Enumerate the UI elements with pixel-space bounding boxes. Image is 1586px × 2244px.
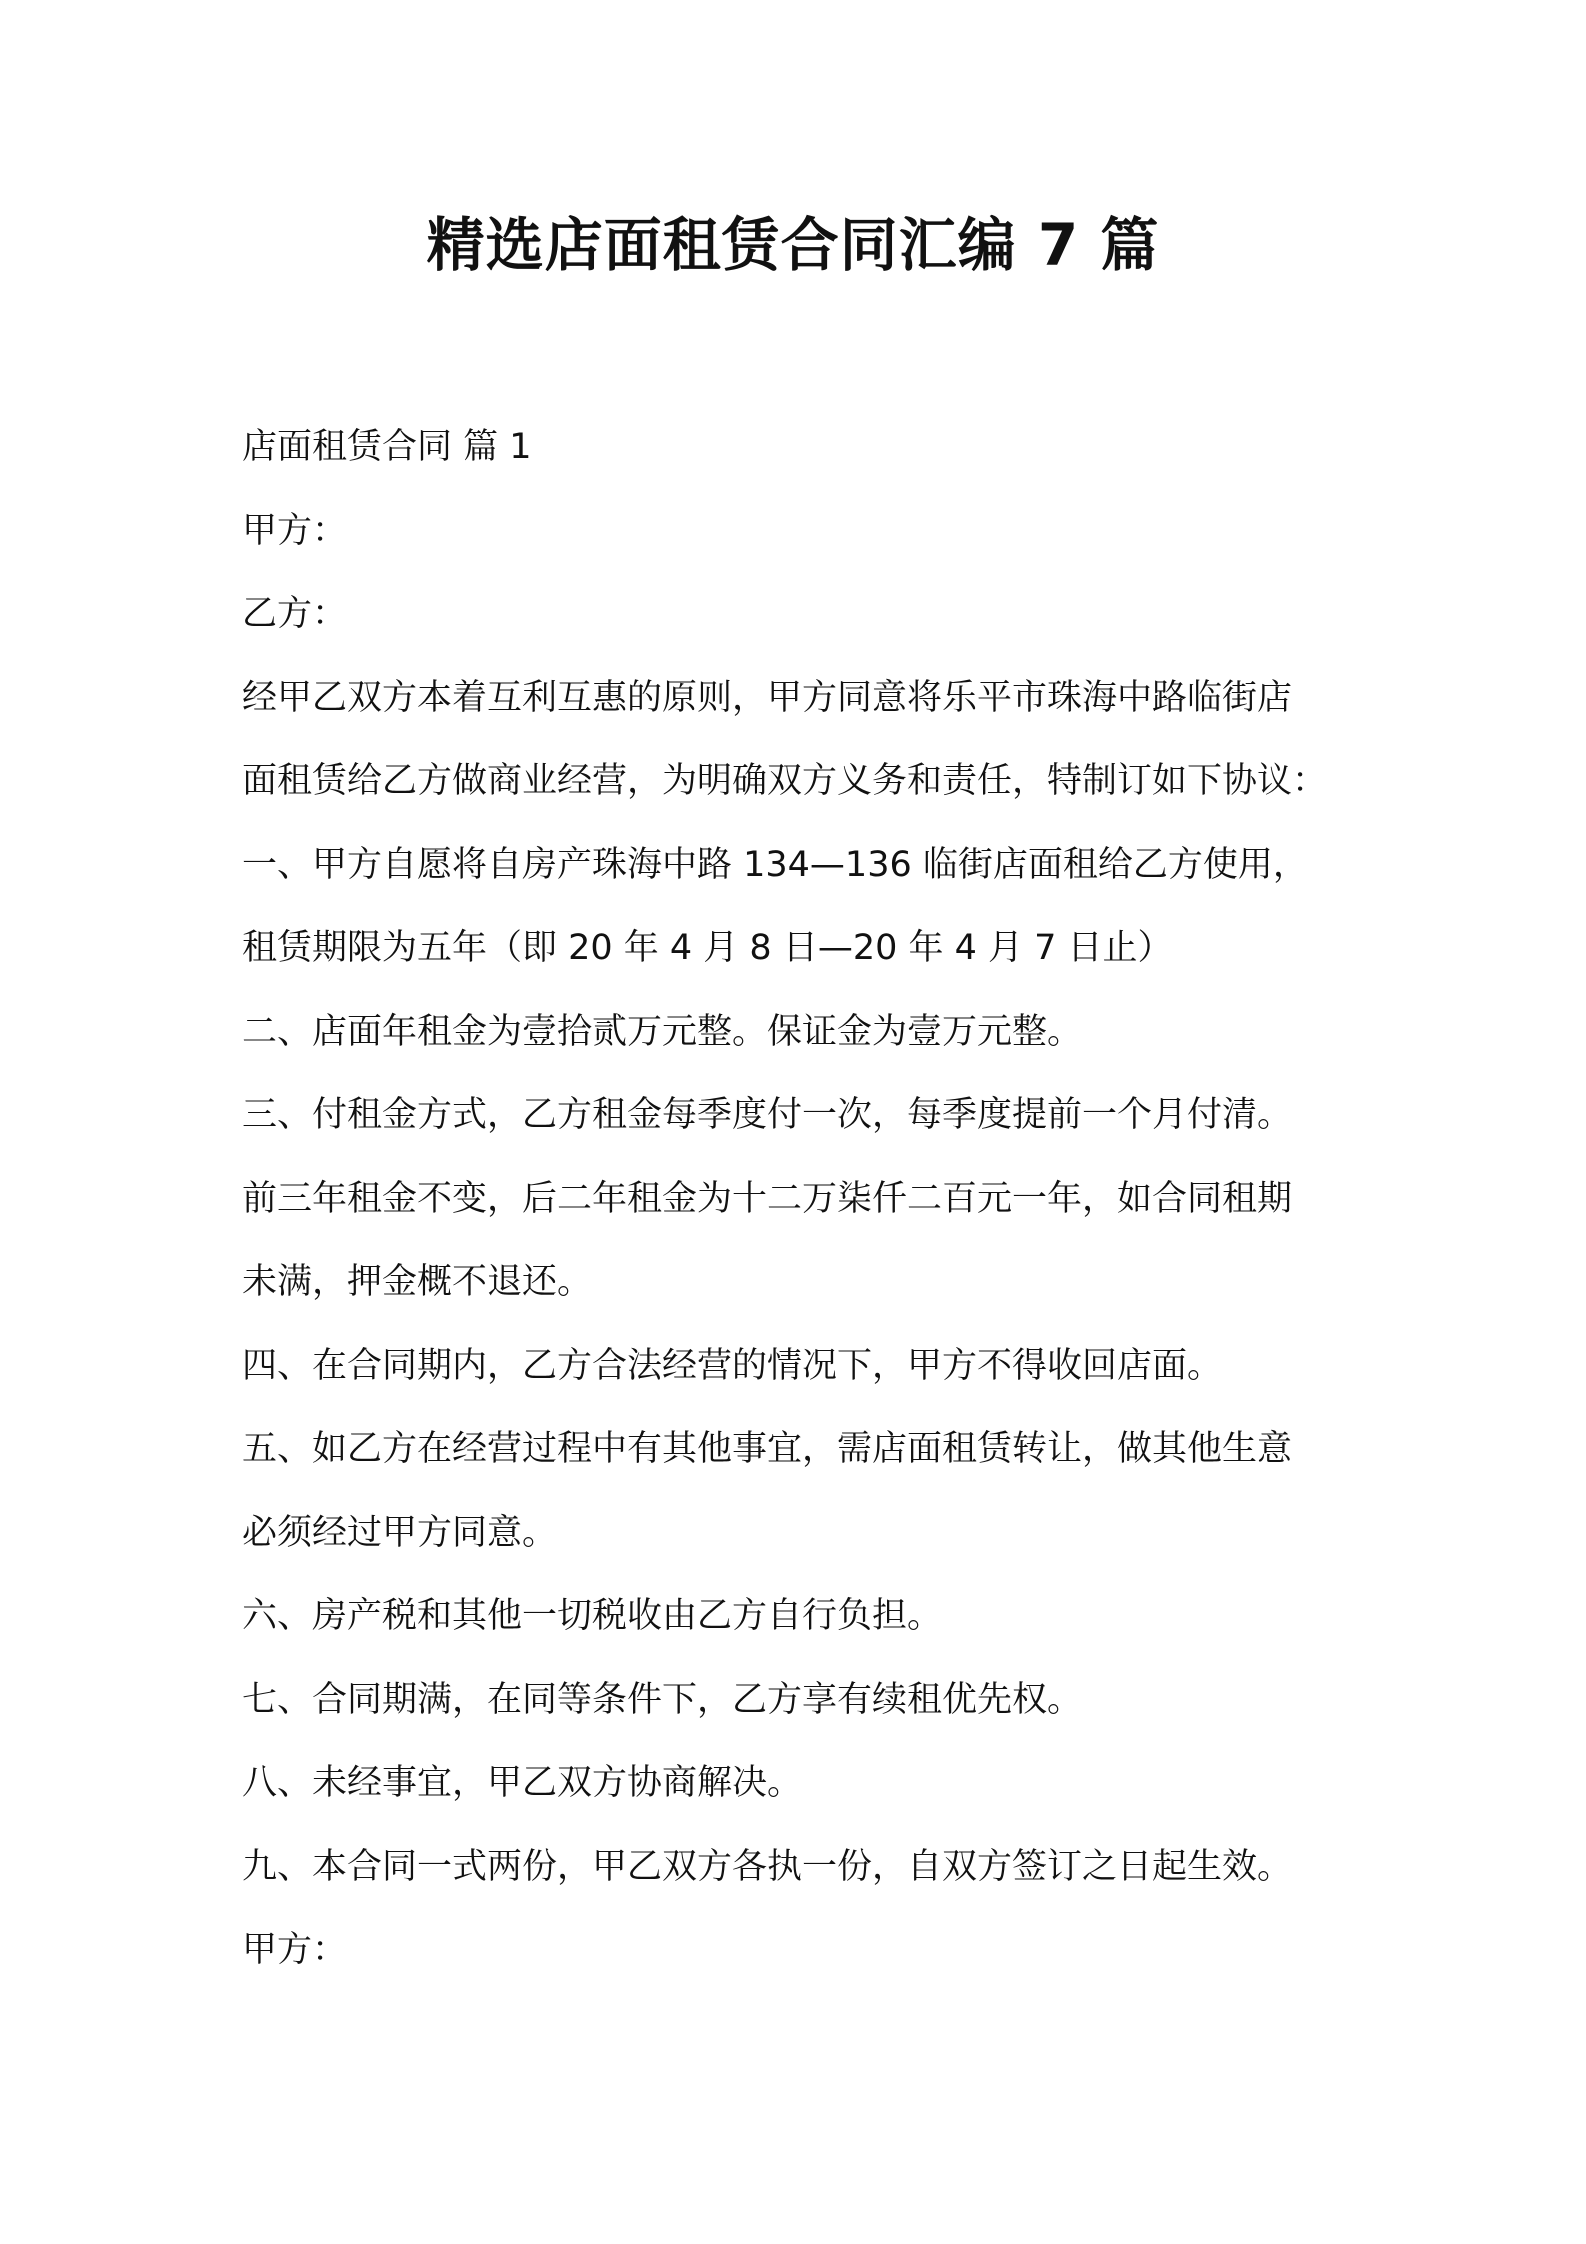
body-line: 前三年租金不变，后二年租金为十二万柒仟二百元一年，如合同租期 — [242, 1178, 1293, 1219]
body-line: 九、本合同一式两份，甲乙双方各执一份，自双方签订之日起生效。 — [242, 1846, 1293, 1887]
signature-party-a-label: 甲方： — [242, 1930, 348, 1970]
body-line: 四、在合同期内，乙方合法经营的情况下，甲方不得收回店面。 — [242, 1345, 1223, 1386]
body-line: 五、如乙方在经营过程中有其他事宜，需店面租赁转让，做其他生意 — [242, 1429, 1293, 1469]
body-line: 经甲乙双方本着互利互惠的原则，甲方同意将乐平市珠海中路临街店 — [242, 677, 1293, 718]
body-line: 八、未经事宜，甲乙双方协商解决。 — [242, 1763, 803, 1803]
document-body — [242, 406, 1362, 1993]
section-heading: 店面租赁合同 篇 1 — [242, 427, 532, 467]
body-line: 二、店面年租金为壹拾贰万元整。保证金为壹万元整。 — [242, 1011, 1083, 1052]
body-line: 三、付租金方式，乙方租金每季度付一次，每季度提前一个月付清。 — [242, 1095, 1293, 1135]
body-line: 七、合同期满，在同等条件下，乙方享有续租优先权。 — [242, 1679, 1083, 1720]
party-a-label: 甲方： — [242, 510, 348, 551]
body-line: 必须经过甲方同意。 — [242, 1512, 558, 1553]
body-line: 一、甲方自愿将自房产珠海中路 134—136 临街店面租给乙方使用， — [242, 844, 1308, 885]
document-title: 精选店面租赁合同汇编 7 篇 — [426, 211, 1160, 279]
body-line: 面租赁给乙方做商业经营，为明确双方义务和责任，特制订如下协议： — [242, 761, 1328, 801]
body-line: 未满，押金概不退还。 — [242, 1262, 593, 1302]
body-line: 六、房产税和其他一切税收由乙方自行负担。 — [242, 1596, 943, 1636]
body-line: 租赁期限为五年（即 20 年 4 月 8 日—20 年 4 月 7 日止） — [242, 928, 1173, 968]
party-b-label: 乙方： — [242, 594, 348, 634]
